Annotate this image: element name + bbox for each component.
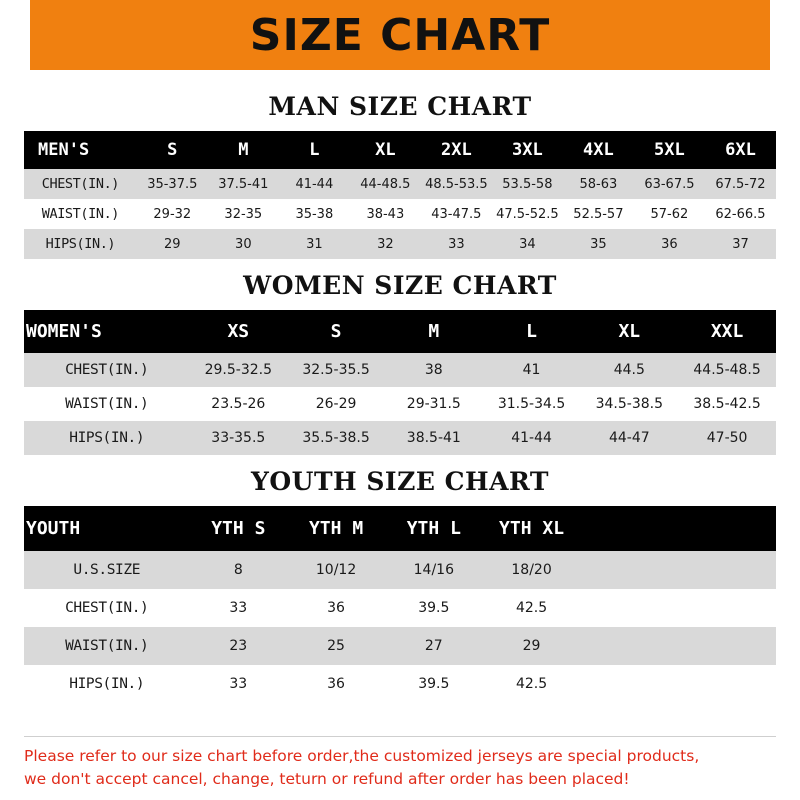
women-row-2-label: HIPS(IN.) xyxy=(69,430,145,446)
youth-row-0-v1: 10/12 xyxy=(315,562,357,578)
youth-row-2-v4 xyxy=(580,627,678,665)
women-row-0-v2: 38 xyxy=(424,362,443,378)
women-row-2-v5: 47-50 xyxy=(706,430,748,446)
youth-row-1-v1: 36 xyxy=(327,600,345,616)
youth-row-0-v5 xyxy=(678,551,776,589)
men-col-7: 5XL xyxy=(654,140,685,160)
table-row xyxy=(24,199,776,229)
youth-col-3: YTH XL xyxy=(499,518,565,539)
youth-header-label: YOUTH xyxy=(26,518,81,539)
page-title: SIZE CHART xyxy=(249,9,551,61)
youth-row-0-v0: 8 xyxy=(233,562,243,578)
men-row-2-label: HIPS(IN.) xyxy=(45,236,116,252)
youth-row-1-v5 xyxy=(678,589,776,627)
men-row-0-v8: 67.5-72 xyxy=(715,176,766,192)
women-row-1-v2: 29-31.5 xyxy=(406,396,461,412)
women-col-4: XL xyxy=(618,321,641,342)
men-row-1-v4: 43-47.5 xyxy=(431,206,482,222)
youth-row-0-v2: 14/16 xyxy=(413,562,454,578)
women-row-0-v1: 32.5-35.5 xyxy=(302,362,370,378)
women-header-label: WOMEN'S xyxy=(26,321,102,342)
youth-row-0-v3: 18/20 xyxy=(511,562,552,578)
disclaimer-line-2: we don't accept cancel, change, teturn or refund after order has been placed! xyxy=(24,769,630,788)
youth-row-2-v0: 23 xyxy=(229,638,248,654)
women-section-title: WOMEN SIZE CHART xyxy=(243,271,557,300)
men-row-0-v6: 58-63 xyxy=(579,176,618,192)
youth-row-3-v4 xyxy=(580,665,678,703)
youth-row-3-v2: 39.5 xyxy=(418,676,450,692)
men-row-1-label: WAIST(IN.) xyxy=(41,206,120,222)
youth-row-3-v3: 42.5 xyxy=(515,676,548,692)
women-row-1-label: WAIST(IN.) xyxy=(65,396,149,412)
header-banner xyxy=(0,0,800,70)
youth-section-title: YOUTH SIZE CHART xyxy=(251,467,549,496)
table-row xyxy=(24,353,776,387)
youth-row-0-v4 xyxy=(580,551,678,589)
table-header-row xyxy=(24,310,776,353)
youth-row-0-label: U.S.SIZE xyxy=(73,562,141,578)
men-row-1-v3: 38-43 xyxy=(366,206,405,222)
men-col-5: 3XL xyxy=(512,140,543,160)
men-row-2-v6: 35 xyxy=(590,236,607,252)
youth-row-2-v2: 27 xyxy=(424,638,443,654)
youth-row-2-v1: 25 xyxy=(327,638,345,654)
women-row-1-v1: 26-29 xyxy=(315,396,357,412)
table-header-row xyxy=(24,506,776,551)
youth-col-1: YTH M xyxy=(308,518,364,539)
women-row-1-v5: 38.5-42.5 xyxy=(693,396,761,412)
men-row-0-v5: 53.5-58 xyxy=(502,176,553,192)
men-row-2-v3: 32 xyxy=(377,236,394,252)
men-row-1-v2: 35-38 xyxy=(295,206,334,222)
men-row-0-v3: 44-48.5 xyxy=(360,176,411,192)
women-col-1: S xyxy=(330,321,342,342)
women-col-2: M xyxy=(428,321,440,342)
youth-row-1-label: CHEST(IN.) xyxy=(65,600,149,616)
youth-row-3-v1: 36 xyxy=(327,676,345,692)
disclaimer-line-1: Please refer to our size chart before order,the customized jerseys are special products, xyxy=(24,747,700,766)
table-row xyxy=(24,551,776,589)
youth-col-0: YTH S xyxy=(211,518,266,539)
men-col-3: XL xyxy=(375,140,396,160)
women-row-1-v3: 31.5-34.5 xyxy=(497,396,566,412)
youth-row-3-v5 xyxy=(678,665,776,703)
disclaimer-note xyxy=(24,736,776,800)
men-row-1-v5: 47.5-52.5 xyxy=(496,206,559,222)
women-row-1-v0: 23.5-26 xyxy=(211,396,266,412)
women-col-3: L xyxy=(526,321,537,342)
women-row-0-v5: 44.5-48.5 xyxy=(693,362,761,378)
women-row-2-v3: 41-44 xyxy=(511,430,552,446)
men-col-8: 6XL xyxy=(725,140,756,160)
women-size-table xyxy=(24,310,776,455)
men-col-2: L xyxy=(309,140,320,160)
men-col-0: S xyxy=(167,140,178,160)
table-row xyxy=(24,421,776,455)
chart-content xyxy=(0,70,800,728)
men-row-2-v4: 33 xyxy=(448,236,465,252)
men-row-1-v1: 32-35 xyxy=(224,206,263,222)
men-row-2-v8: 37 xyxy=(732,236,749,252)
women-col-0: XS xyxy=(227,321,250,342)
table-row xyxy=(24,229,776,259)
women-row-2-v2: 38.5-41 xyxy=(406,430,461,446)
women-row-2-v0: 33-35.5 xyxy=(211,430,266,446)
men-row-1-v0: 29-32 xyxy=(153,206,192,222)
women-row-0-label: CHEST(IN.) xyxy=(65,362,149,378)
men-row-2-v5: 34 xyxy=(519,236,536,252)
women-row-2-v1: 35.5-38.5 xyxy=(302,430,370,446)
youth-row-1-v3: 42.5 xyxy=(515,600,548,616)
youth-size-table xyxy=(24,506,776,703)
table-row xyxy=(24,627,776,665)
women-row-0-v0: 29.5-32.5 xyxy=(204,362,273,378)
men-row-2-v7: 36 xyxy=(661,236,678,252)
table-header-row xyxy=(24,131,776,169)
men-row-0-label: CHEST(IN.) xyxy=(41,176,120,192)
women-col-5: XXL xyxy=(710,321,744,342)
women-row-0-v4: 44.5 xyxy=(613,362,645,378)
men-row-1-v7: 57-62 xyxy=(650,206,689,222)
table-row xyxy=(24,589,776,627)
women-row-0-v3: 41 xyxy=(522,362,541,378)
men-row-0-v0: 35-37.5 xyxy=(147,176,198,192)
youth-col-4 xyxy=(580,506,678,551)
youth-col-5 xyxy=(678,506,776,551)
men-col-6: 4XL xyxy=(583,140,614,160)
men-col-4: 2XL xyxy=(441,140,472,160)
men-row-2-v0: 29 xyxy=(164,236,181,252)
table-row xyxy=(24,169,776,199)
youth-row-3-v0: 33 xyxy=(229,676,248,692)
men-row-1-v6: 52.5-57 xyxy=(573,206,624,222)
men-section-title: MAN SIZE CHART xyxy=(268,92,532,121)
table-row xyxy=(24,387,776,421)
women-row-2-v4: 44-47 xyxy=(608,430,650,446)
men-row-0-v1: 37.5-41 xyxy=(218,176,269,192)
table-row xyxy=(24,665,776,703)
youth-row-2-label: WAIST(IN.) xyxy=(65,638,149,654)
men-row-1-v8: 62-66.5 xyxy=(715,206,766,222)
youth-row-1-v4 xyxy=(580,589,678,627)
youth-row-3-label: HIPS(IN.) xyxy=(69,676,145,692)
men-row-0-v4: 48.5-53.5 xyxy=(425,176,488,192)
men-row-0-v2: 41-44 xyxy=(295,176,334,192)
men-row-0-v7: 63-67.5 xyxy=(644,176,695,192)
men-size-table xyxy=(24,131,776,259)
youth-row-2-v5 xyxy=(678,627,776,665)
women-row-1-v4: 34.5-38.5 xyxy=(595,396,664,412)
men-row-2-v1: 30 xyxy=(235,236,252,252)
youth-col-2: YTH L xyxy=(406,518,461,539)
youth-row-2-v3: 29 xyxy=(522,638,541,654)
men-row-2-v2: 31 xyxy=(306,236,323,252)
men-col-1: M xyxy=(238,140,249,160)
youth-row-1-v0: 33 xyxy=(229,600,248,616)
men-header-label: MEN'S xyxy=(38,140,90,160)
youth-row-1-v2: 39.5 xyxy=(418,600,450,616)
